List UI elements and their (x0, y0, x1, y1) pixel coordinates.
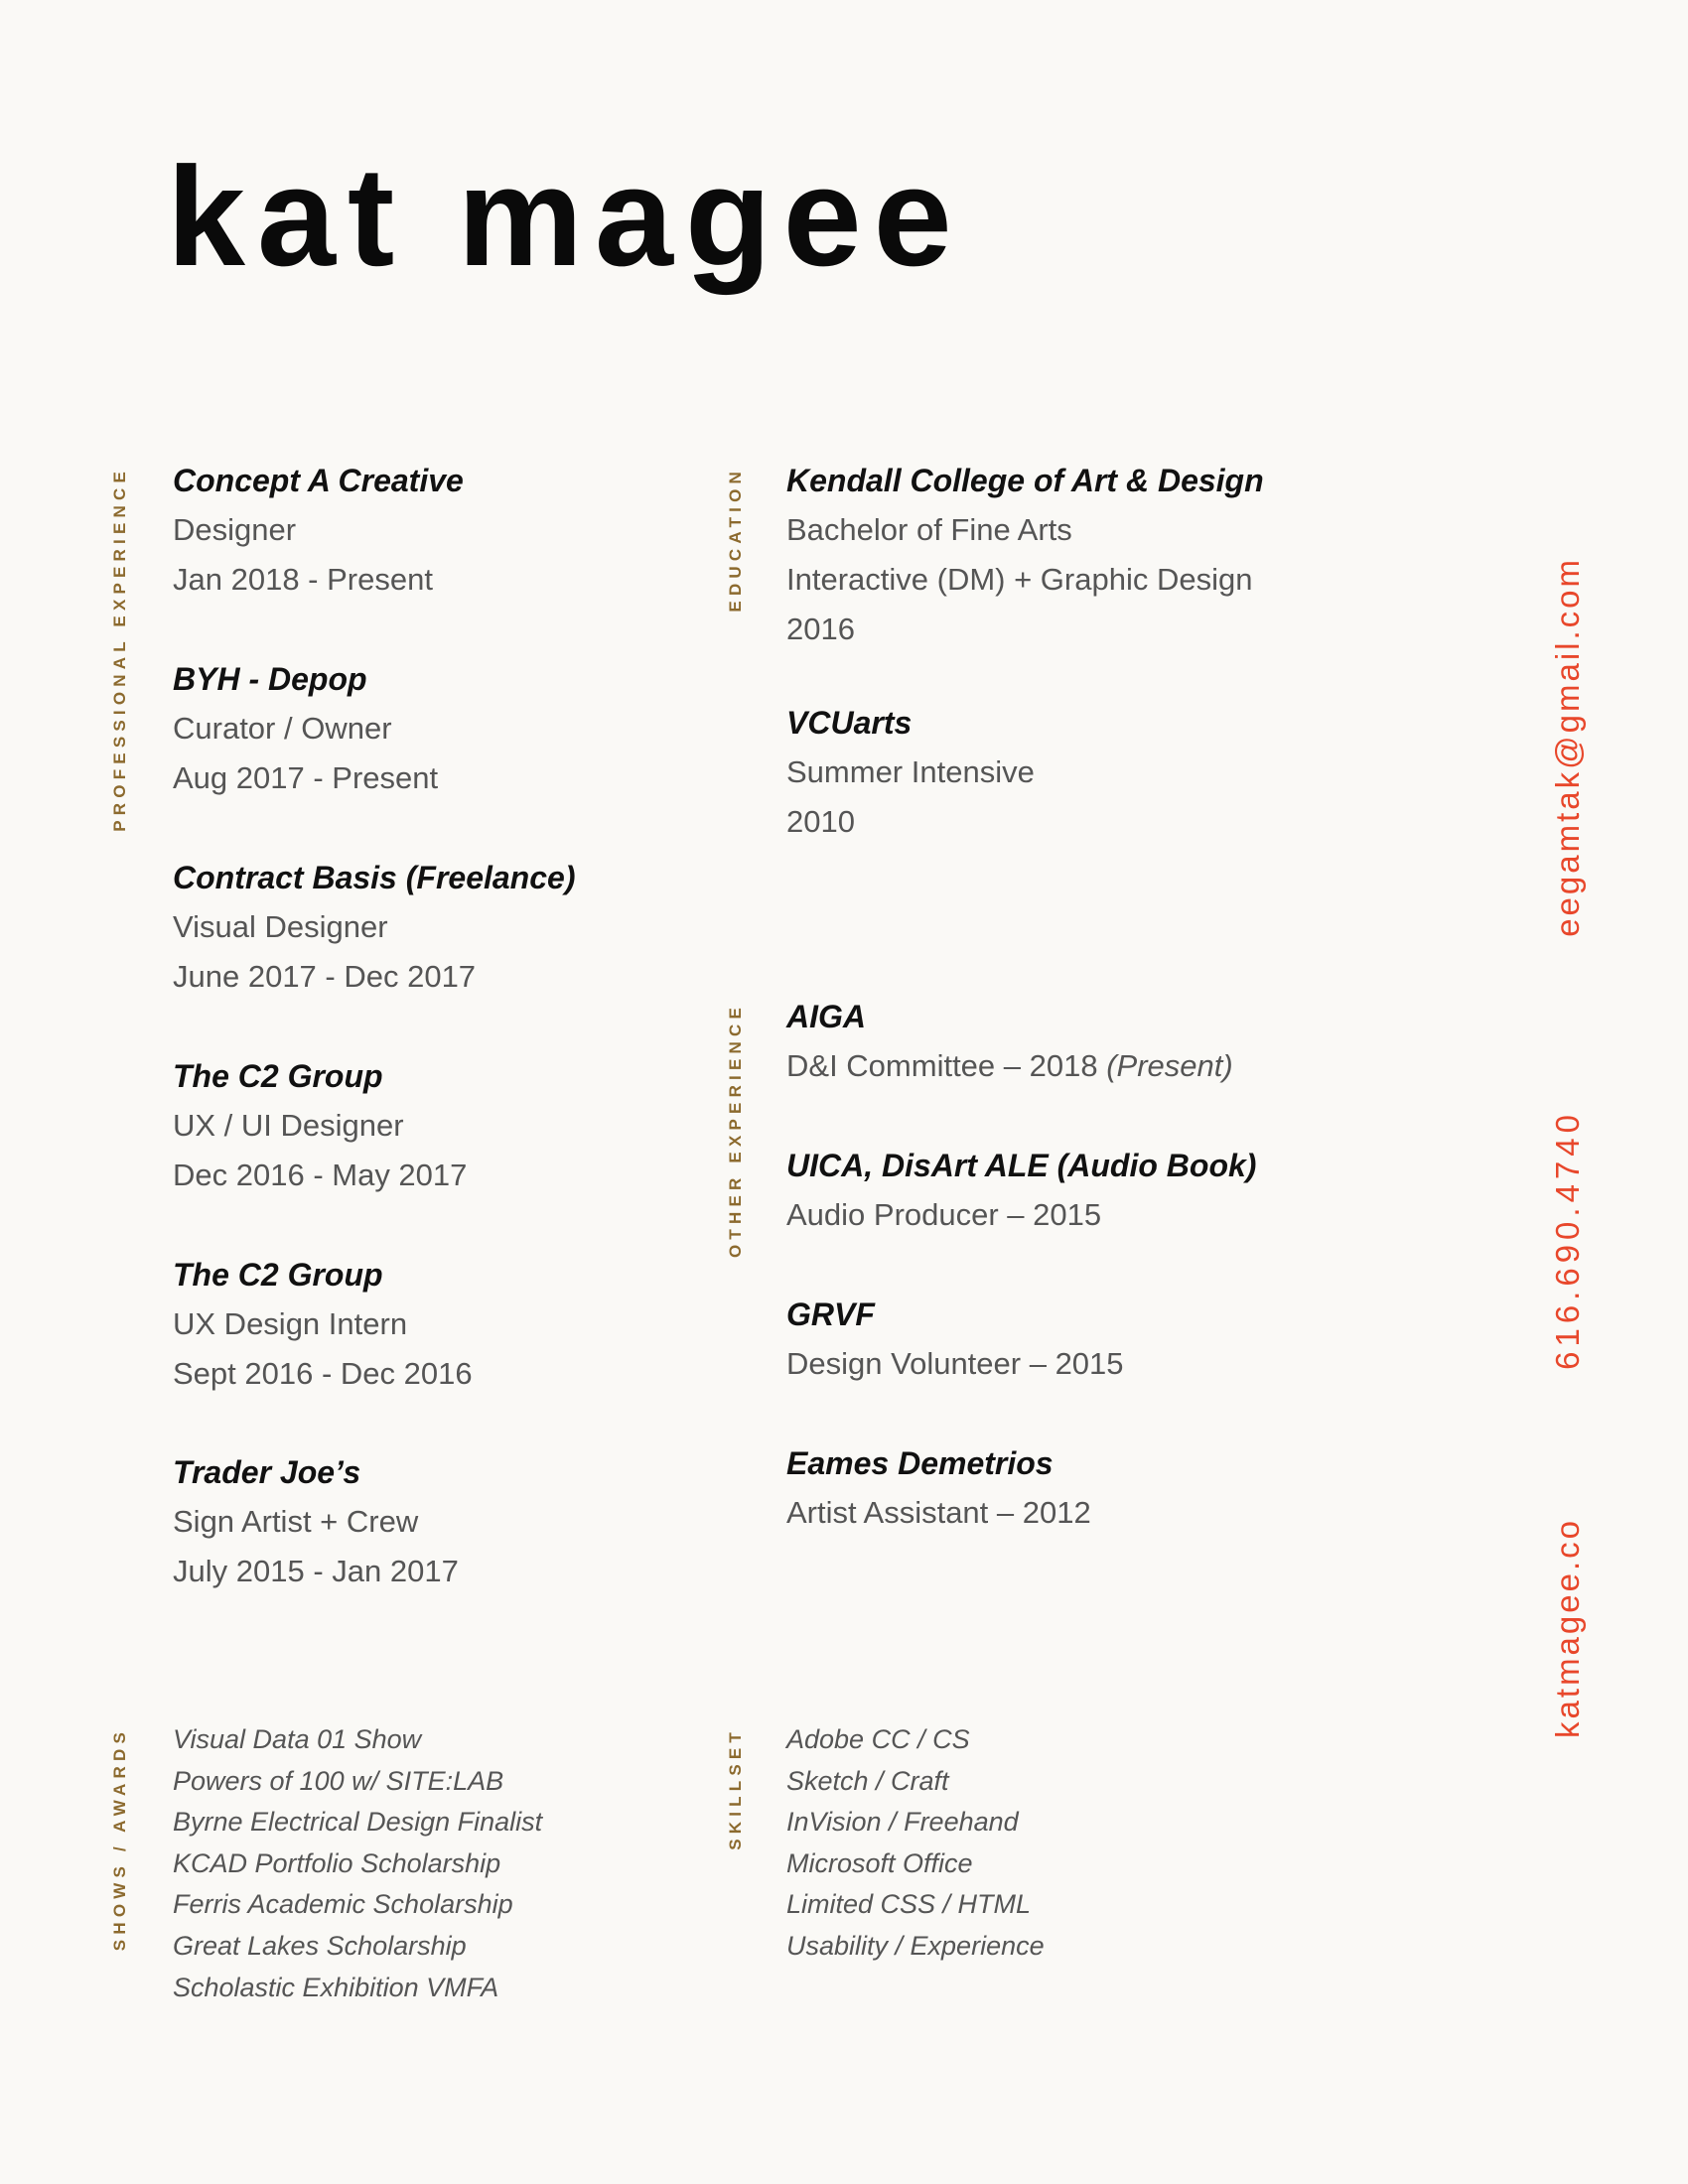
entry-detail (786, 1339, 1124, 1389)
contact-phone[interactable]: 616.690.4740 (1549, 1110, 1586, 1370)
contact-email[interactable]: eegamtak@gmail.com (1549, 557, 1586, 937)
shows-awards-item: Great Lakes Scholarship (173, 1930, 467, 1961)
experience-entry (173, 1051, 467, 1200)
section-label-other-experience: OTHER EXPERIENCE (726, 1003, 745, 1259)
entry-title: AIGA (786, 999, 866, 1034)
entry-title: The C2 Group (173, 1058, 383, 1094)
skillset-item: Microsoft Office (786, 1847, 973, 1878)
education-entry (786, 456, 1264, 654)
entry-detail (786, 555, 1264, 605)
entry-detail (173, 1497, 459, 1547)
entry-detail (173, 555, 464, 605)
other-experience-entry (786, 1290, 1124, 1389)
entry-detail (786, 797, 1035, 847)
entry-detail (173, 1299, 473, 1349)
entry-detail (173, 1101, 467, 1151)
shows-awards-item: KCAD Portfolio Scholarship (173, 1847, 501, 1878)
entry-detail-text: D&I Committee – 2018 (786, 1048, 1098, 1083)
entry-detail-text: Bachelor of Fine Arts (786, 512, 1072, 547)
entry-title: UICA, DisArt ALE (Audio Book) (786, 1148, 1257, 1183)
entry-detail (173, 1151, 467, 1200)
contact-website[interactable]: katmagee.co (1549, 1518, 1586, 1738)
experience-entry (173, 853, 575, 1002)
skillset-item: Adobe CC / CS (786, 1724, 970, 1754)
shows-awards-item: Scholastic Exhibition VMFA (173, 1972, 499, 2002)
entry-detail-text: June 2017 - Dec 2017 (173, 959, 477, 994)
entry-detail-text: UX / UI Designer (173, 1108, 404, 1143)
other-experience-entry (786, 1141, 1256, 1240)
entry-title: Concept A Creative (173, 463, 464, 498)
entry-detail-text: Sign Artist + Crew (173, 1504, 419, 1539)
entry-detail-text: Dec 2016 - May 2017 (173, 1158, 468, 1192)
entry-detail (786, 505, 1264, 555)
entry-detail (786, 1190, 1256, 1240)
entry-detail (173, 753, 438, 803)
experience-entry (173, 456, 464, 605)
entry-detail (173, 952, 575, 1002)
shows-awards-item: Ferris Academic Scholarship (173, 1889, 513, 1920)
shows-awards-list (173, 1719, 542, 2008)
other-experience-entry (786, 992, 1233, 1091)
entry-title: Kendall College of Art & Design (786, 463, 1264, 498)
entry-title: Eames Demetrios (786, 1445, 1054, 1481)
skillset-item: Usability / Experience (786, 1930, 1045, 1961)
skillset-item: Sketch / Craft (786, 1765, 949, 1796)
skillset-item: InVision / Freehand (786, 1807, 1019, 1838)
skillset-list (786, 1719, 1045, 1968)
entry-detail-text: July 2015 - Jan 2017 (173, 1554, 459, 1588)
entry-title: Trader Joe’s (173, 1454, 361, 1490)
entry-title: Contract Basis (Freelance) (173, 860, 576, 895)
skillset-item: Limited CSS / HTML (786, 1889, 1032, 1920)
entry-detail-text: Design Volunteer – 2015 (786, 1346, 1124, 1381)
experience-entry (173, 1250, 473, 1399)
section-label-shows-awards: SHOWS / AWARDS (110, 1727, 129, 1952)
entry-detail-text: 2016 (786, 612, 855, 646)
entry-detail (786, 1041, 1233, 1091)
entry-detail-text: 2010 (786, 804, 855, 839)
entry-detail (786, 1488, 1091, 1538)
entry-detail-text: Audio Producer – 2015 (786, 1197, 1102, 1232)
entry-title: BYH - Depop (173, 661, 367, 697)
entry-detail (173, 1349, 473, 1399)
experience-entry (173, 1447, 459, 1596)
section-label-skillset: SKILLSET (726, 1727, 745, 1850)
entry-detail (786, 605, 1264, 654)
entry-note: (Present) (1106, 1048, 1233, 1083)
entry-detail-text: Artist Assistant – 2012 (786, 1495, 1091, 1530)
entry-detail-text: Interactive (DM) + Graphic Design (786, 562, 1253, 597)
entry-detail-text: Summer Intensive (786, 754, 1035, 789)
section-label-education: EDUCATION (726, 467, 745, 613)
entry-detail-text: Designer (173, 512, 297, 547)
education-entry (786, 698, 1035, 847)
resume-name: kat magee (167, 138, 964, 296)
entry-detail (173, 505, 464, 555)
entry-detail (173, 902, 575, 952)
entry-detail-text: Visual Designer (173, 909, 388, 944)
entry-detail-text: Curator / Owner (173, 711, 392, 746)
entry-detail-text: Aug 2017 - Present (173, 760, 439, 795)
entry-detail-text: Jan 2018 - Present (173, 562, 433, 597)
entry-detail (173, 704, 438, 753)
entry-detail-text: UX Design Intern (173, 1306, 408, 1341)
other-experience-entry (786, 1438, 1091, 1538)
shows-awards-item: Visual Data 01 Show (173, 1724, 422, 1754)
entry-title: VCUarts (786, 705, 913, 741)
section-label-professional-experience: PROFESSIONAL EXPERIENCE (110, 467, 129, 832)
entry-title: GRVF (786, 1297, 875, 1332)
shows-awards-item: Byrne Electrical Design Finalist (173, 1807, 543, 1838)
entry-detail-text: Sept 2016 - Dec 2016 (173, 1356, 473, 1391)
experience-entry (173, 654, 438, 803)
entry-detail (173, 1547, 459, 1596)
entry-detail (786, 748, 1035, 797)
entry-title: The C2 Group (173, 1257, 383, 1293)
shows-awards-item: Powers of 100 w/ SITE:LAB (173, 1765, 504, 1796)
